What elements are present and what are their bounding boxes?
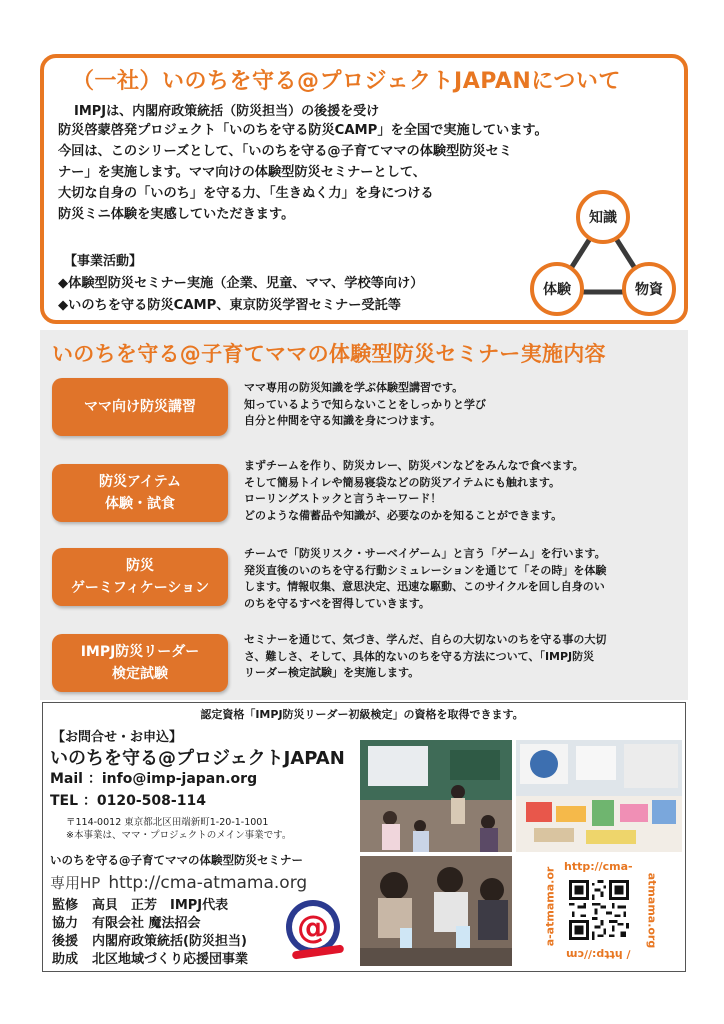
homepage-line xyxy=(50,872,307,893)
credit-supervision xyxy=(52,894,228,913)
seminar-desc-line: ママ専用の防災知識を学ぶ体験型講習です。 xyxy=(244,381,464,394)
seminar-button-label: IMPJ防災リーダー xyxy=(80,644,200,660)
homepage-label: 専用HP xyxy=(50,874,101,892)
seminar-desc-line: 自分と仲間を守る知識を身につけます。 xyxy=(244,414,441,427)
credit-value: 有限会社 魔法招会 xyxy=(92,916,201,931)
diagram-node-knowledge: 知識 xyxy=(576,190,630,244)
seminar-button-mama-course xyxy=(52,378,228,436)
seminar-name: いのちを守る@子育てママの体験型防災セミナー xyxy=(50,853,303,867)
credit-grant xyxy=(52,948,248,967)
about-section xyxy=(40,54,688,324)
activity-item: ◆いのちを守る防災CAMP、東京防災学習セミナー受託等 xyxy=(58,298,401,313)
participants-photo xyxy=(360,856,512,966)
contact-note: ※本事業は、ママ・プロジェクトのメイン事業です。 xyxy=(66,830,292,841)
about-title: （一社）いのちを守る@プロジェクトJAPANについて xyxy=(72,69,621,94)
seminar-desc-line: します。情報収集、意思決定、迅速な駆動、このサイクルを回し自身のい xyxy=(244,580,605,593)
seminar-desc-line: セミナーを通じて、気づき、学んだ、自らの大切ないのちを守る事の大切 xyxy=(244,633,607,646)
seminar-button-leader-exam xyxy=(52,634,228,692)
qr-code-icon[interactable] xyxy=(567,878,631,942)
seminar-button-label: 防災 xyxy=(126,558,154,574)
credit-role: 助成 xyxy=(52,952,79,967)
contact-tel[interactable]: TEL ：0120-508-114 xyxy=(50,793,206,809)
seminar-desc-line: 知っているようで知らないことをしっかりと学び xyxy=(244,397,486,411)
seminar-button-label: 検定試験 xyxy=(112,666,168,682)
credit-role: 監修 xyxy=(52,898,79,913)
qr-url-left: a-atmama.or xyxy=(543,866,557,947)
contact-mail[interactable]: Mail ：info@imp-japan.org xyxy=(50,771,258,787)
seminar-heading: いのちを守る@子育てママの体験型防災セミナー実施内容 xyxy=(52,342,606,366)
credit-role: 協力 xyxy=(52,916,79,931)
about-body-line: 大切な自身の「いのち」を守る力、「生きぬく力」を身につける xyxy=(58,186,434,201)
seminar-button-gamification xyxy=(52,548,228,606)
qr-url-top: http://cma- xyxy=(564,860,633,873)
credit-cooperation xyxy=(52,912,201,931)
classroom-photo-art xyxy=(360,740,512,852)
items-photo-art xyxy=(516,740,682,852)
seminar-classroom-photo xyxy=(360,740,512,852)
seminar-desc-line: さ、難しさ、そして、具体的ないのちを守る方法について、「IMPJ防災 xyxy=(244,649,595,663)
seminar-desc-line: そして簡易トイレや簡易寝袋などの防災アイテムにも触れます。 xyxy=(244,475,561,489)
seminar-button-label: ゲーミフィケーション xyxy=(70,580,210,596)
about-intro: IMPJは、内閣府政策統括（防災担当）の後援を受け xyxy=(74,104,380,119)
credit-value: 高貝 正芳 IMPJ代表 xyxy=(92,898,229,913)
activity-item: ◆体験型防災セミナー実施（企業、児童、ママ、学校等向け） xyxy=(58,276,424,291)
seminar-button-label: 体験・試食 xyxy=(105,496,175,512)
credit-role: 後援 xyxy=(52,934,79,949)
participants-photo-art xyxy=(360,856,512,966)
seminar-button-label: ママ向け防災講習 xyxy=(84,399,196,415)
seminar-desc-items-tasting xyxy=(244,458,684,524)
qr-url-right: atmama.org xyxy=(645,872,659,949)
qr-code-pattern xyxy=(569,880,629,940)
seminar-desc-line: 発災直後のいのちを守る行動シミュレーションを通じて「その時」を体験 xyxy=(244,563,607,577)
about-body-line: ナー」を実施します。ママ向けの体験型防災セミナーとして、 xyxy=(58,165,426,180)
seminar-desc-line: チームで「防災リスク・サーベイゲーム」と言う「ゲーム」を行います。 xyxy=(244,547,606,560)
seminar-desc-line: のちを守るすべを習得していきます。 xyxy=(244,596,430,610)
about-body-line: 防災啓蒙啓発プロジェクト「いのちを守る防災CAMP」を全国で実施しています。 xyxy=(58,123,548,138)
seminar-desc-leader-exam xyxy=(244,632,684,682)
credit-support xyxy=(52,930,247,949)
diagram-node-supplies: 物資 xyxy=(622,262,676,316)
disaster-items-photo xyxy=(516,740,682,852)
seminar-button-items-tasting xyxy=(52,464,228,522)
diagram-node-experience: 体験 xyxy=(530,262,584,316)
seminar-desc-line: リーダー検定試験」を実施します。 xyxy=(244,666,420,679)
seminar-desc-line: まずチームを作り、防災カレー、防災パンなどをみんなで食べます。 xyxy=(244,459,584,472)
seminar-desc-line: ローリングストックと言うキーワード！ xyxy=(244,492,442,505)
contact-heading: 【お問合せ・お申込】 xyxy=(52,730,183,745)
credit-value: 内閣府政策統括(防災担当) xyxy=(92,934,247,949)
homepage-link[interactable]: http://cma-atmama.org xyxy=(108,873,308,893)
activities-heading: 【事業活動】 xyxy=(64,254,143,269)
at-symbol-icon: @ xyxy=(292,906,334,948)
seminar-desc-gamification xyxy=(244,546,684,612)
credit-value: 北区地域づくり応援団事業 xyxy=(92,952,249,967)
seminar-desc-line: どのような備蓄品や知識が、必要なのかを知ることができます。 xyxy=(244,508,563,522)
seminar-desc-mama-course xyxy=(244,380,684,430)
knowledge-triangle-diagram xyxy=(528,188,678,318)
qr-url-bottom: / http://cm xyxy=(566,948,631,961)
certification-note: 認定資格「IMPJ防災リーダー初級検定」の資格を取得できます。 xyxy=(200,708,524,721)
org-name: いのちを守る@プロジェクトJAPAN xyxy=(50,748,345,769)
about-body-line: 防災ミニ体験を実感していただきます。 xyxy=(58,207,295,222)
contact-address: 〒114-0012 東京都北区田端新町1-20-1-1001 xyxy=(66,817,269,828)
seminar-button-label: 防災アイテム xyxy=(98,474,182,490)
about-body-line: 今回は、このシリーズとして、「いのちを守る@子育てママの体験型防災セミ xyxy=(58,144,513,159)
